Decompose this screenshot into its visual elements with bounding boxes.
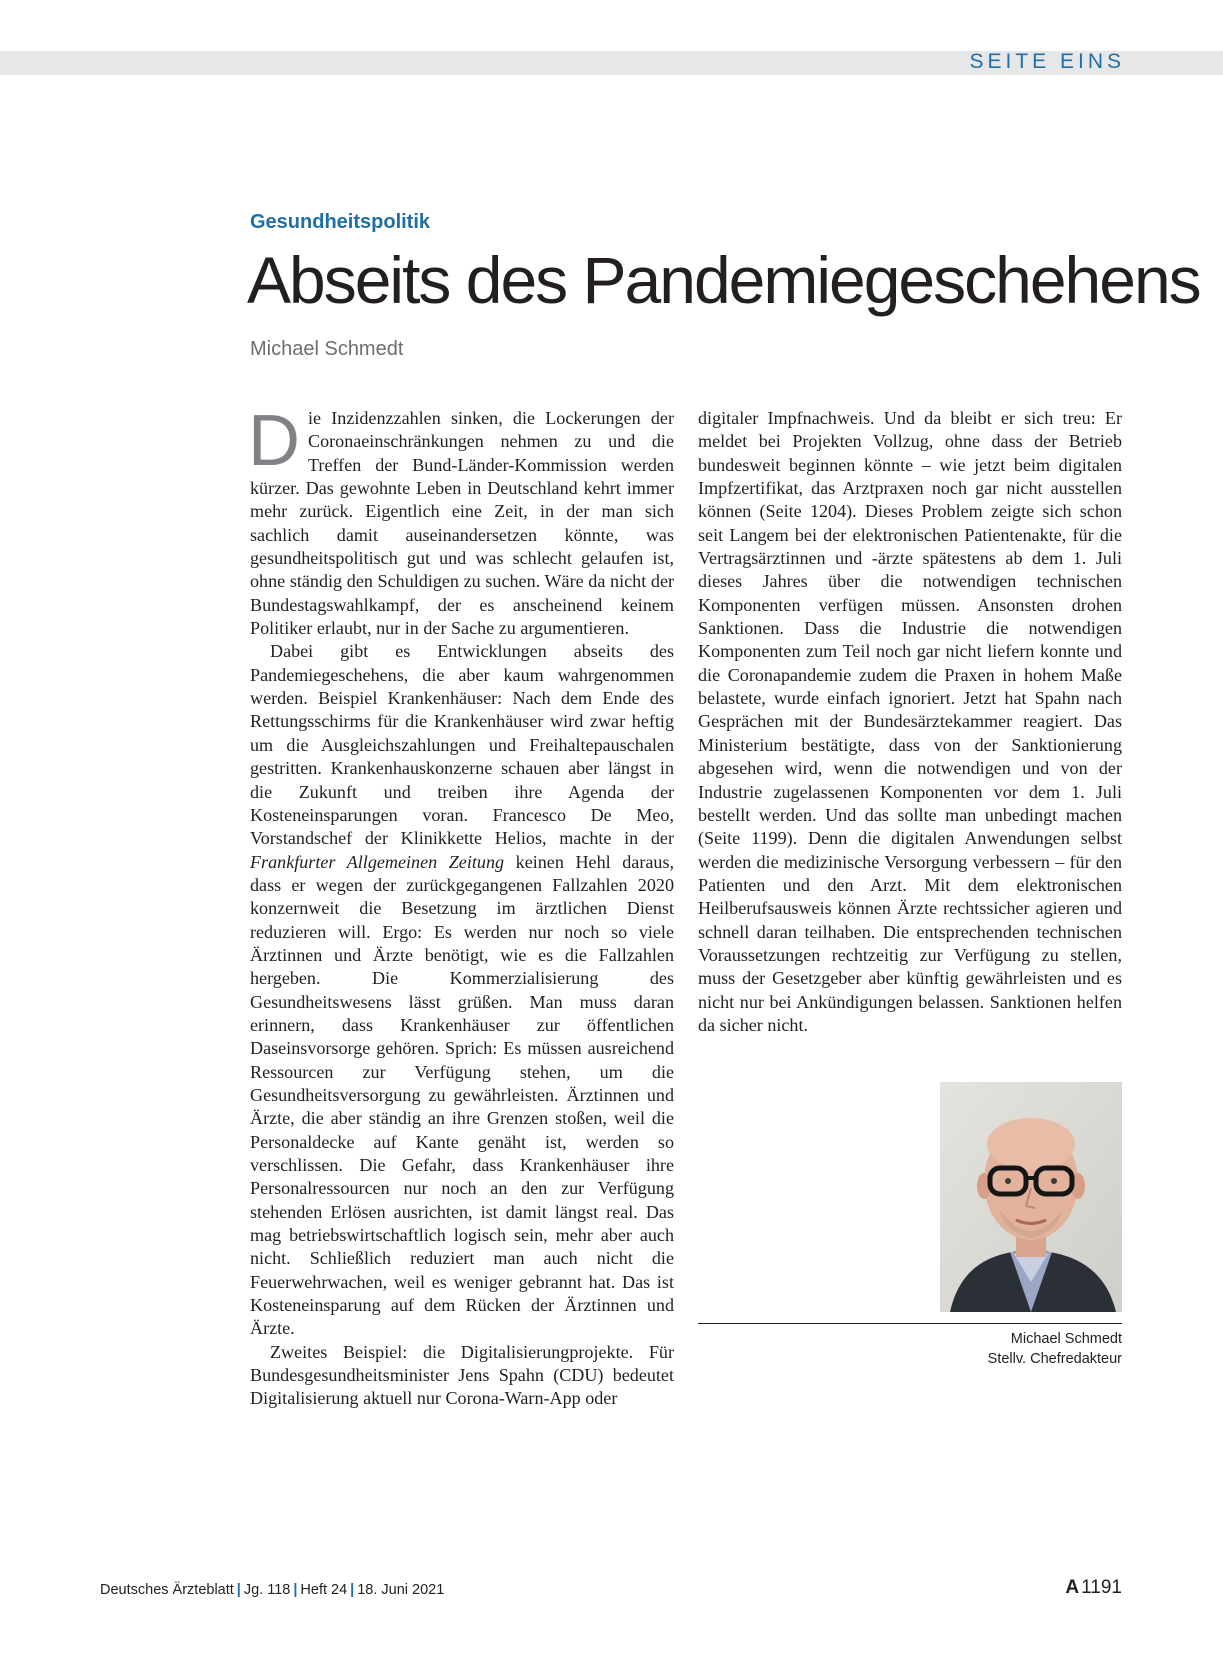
paragraph-2: Dabei gibt es Entwicklungen abseits des Pandemiegeschehens, die aber kaum wahrgenommen werden. Beispiel Krankenhäuser: Nach dem Ende des Rettungsschirms für die Krankenhäuser wird zwar heftig um die Ausgleichszahlungen und Freihaltepauschalen gestritten. Krankenhauskonzerne schauen aber längst in die Zukunft und treiben ihre Agenda der Kosteneinsparungen voran. Francesco De Meo, Vorstandschef der Klinikkette Helios, machte in der Frankfurter Allgemeinen Zeitung keinen Hehl daraus, dass er wegen der zurückgegangenen Fallzahlen 2020 konzernweit die Besetzung im ärztlichen Dienst reduzieren will. Ergo: Es werden nur noch so viele Ärztinnen und Ärzte benötigt, wie es die Fallzahlen hergeben. Die Kommerzialisierung des Gesundheitswesens lässt grüßen. Man muss daran erinnern, dass Krankenhäuser zur öffentlichen Daseinsvorsorge gehören. Sprich: Es müssen ausreichend Ressourcen zur Verfügung stehen, um die Gesundheitsversorgung zu gewährleisten. Ärztinnen und Ärzte, die aber ständig an ihre Grenzen stoßen, weil die Personaldecke auf Kante genäht ist, werden so verschlissen. Die Gefahr, dass Krankenhäuser ihre Personalressourcen nur noch an den zur Verfügung stehenden Erlösen ausrichten, ist damit längst real. Das mag betriebswirtschaftlich logisch sein, mehr aber auch nicht. Schließlich reduziert man auch nicht die Feuerwehrwachen, weil es weniger gebrannt hat. Das ist Kosteneinsparung auf dem Rücken der Ärztinnen und Ärzte. bbox=[250, 641, 675, 1339]
newspaper-title: Frankfurter Allgemeinen Zeitung bbox=[250, 851, 505, 872]
article-column-right bbox=[698, 407, 1122, 1037]
footer-separator: | bbox=[236, 1582, 241, 1598]
footer-separator: | bbox=[293, 1582, 298, 1598]
footer-separator: | bbox=[350, 1582, 355, 1598]
page-number-value: 1191 bbox=[1081, 1577, 1122, 1598]
portrait-illustration bbox=[940, 1082, 1122, 1312]
footer-issue: Heft 24 bbox=[300, 1582, 348, 1598]
photo-caption bbox=[988, 1329, 1122, 1369]
caption-name: Michael Schmedt bbox=[1010, 1331, 1122, 1347]
footer-volume: Jg. 118 bbox=[243, 1582, 291, 1598]
page-prefix: A bbox=[1065, 1577, 1080, 1598]
author-portrait bbox=[940, 1082, 1122, 1312]
footer-publication: Deutsches Ärzteblatt bbox=[100, 1582, 234, 1598]
page-number bbox=[1065, 1577, 1122, 1599]
article-title: Abseits des Pandemiegeschehens bbox=[247, 243, 1200, 317]
paragraph-3: Zweites Beispiel: die Digitalisierungprojekte. Für Bundesgesundheitsminister Jens Spahn (CDU) bedeutet Digitalisierung aktuell nur Corona-Warn-App oder bbox=[250, 1341, 674, 1409]
rubric: Gesundheitspolitik bbox=[250, 211, 431, 233]
paragraph-4: digitaler Impfnachweis. Und da bleibt er sich treu: Er meldet bei Projekten Vollzug, ohne dass der Betrieb bundesweit beginnen könnte – wie jetzt beim digitalen Impfzertifikat, das Arztpraxen noch gar nicht ausstellen können (Seite 1204). Dieses Problem zeigte sich schon seit Langem bei der elektronischen Patientenakte, für die Vertragsärztinnen und -ärzte spätestens ab dem 1. Juli dieses Jahres über die notwendigen technischen Komponenten verfügen müssen. Ansonsten drohen Sanktionen. Dass die Industrie die notwendigen Komponenten zum Teil noch gar nicht liefern konnte und die Coronapandemie zudem die Praxen in hohem Maße belastete, wurde einfach ignoriert. Jetzt hat Spahn nach Gesprächen mit der Bundesärztekammer reagiert. Das Ministerium bestätigte, dass von der Sanktionierung abgesehen wird, wenn die notwendigen und von der Industrie zugelassenen Komponenten vor dem 1. Juli bestellt werden. Und das sollte man unbedingt machen (Seite 1199). Denn die digitalen Anwendungen selbst werden die medizinische Versorgung verbessern – für den Patienten und den Arzt. Mit dem elektronischen Heilberufsausweis können Ärzte rechtssicher agieren und schnell daran teilhaben. Die entsprechenden technischen Voraussetzungen rechtzeitig zur Verfügung zu stellen, muss der Gesetzgeber aber künftig gewährleisten und es nicht nur bei Ankündigungen belassen. Sanktionen helfen da sicher nicht. bbox=[698, 408, 1122, 1035]
author-byline: Michael Schmedt bbox=[250, 338, 404, 360]
drop-cap: D bbox=[248, 401, 300, 481]
footer-date: 18. Juni 2021 bbox=[357, 1582, 445, 1598]
footer-citation bbox=[100, 1582, 444, 1598]
section-label: SEITE EINS bbox=[969, 50, 1125, 73]
paragraph-1: Die Inzidenzzahlen sinken, die Lockerungen der Coronaeinschränkungen nehmen zu und die Treffen der Bund-Länder-Kommission werden kürzer. Das gewohnte Leben in Deutschland kehrt immer mehr zurück. Eigentlich eine Zeit, in der man sich sachlich damit auseinandersetzen könnte, was gesundheitspolitisch gut und was schlecht gelaufen ist, ohne ständig den Schuldigen zu suchen. Wäre da nicht der Bundestagswahlkampf, der es anscheinend keinem Politiker erlaubt, nur in der Sache zu argumentieren. bbox=[248, 401, 674, 639]
caption-rule bbox=[698, 1323, 1122, 1324]
caption-role: Stellv. Chefredakteur bbox=[987, 1351, 1122, 1367]
article-column-left bbox=[248, 401, 675, 1411]
